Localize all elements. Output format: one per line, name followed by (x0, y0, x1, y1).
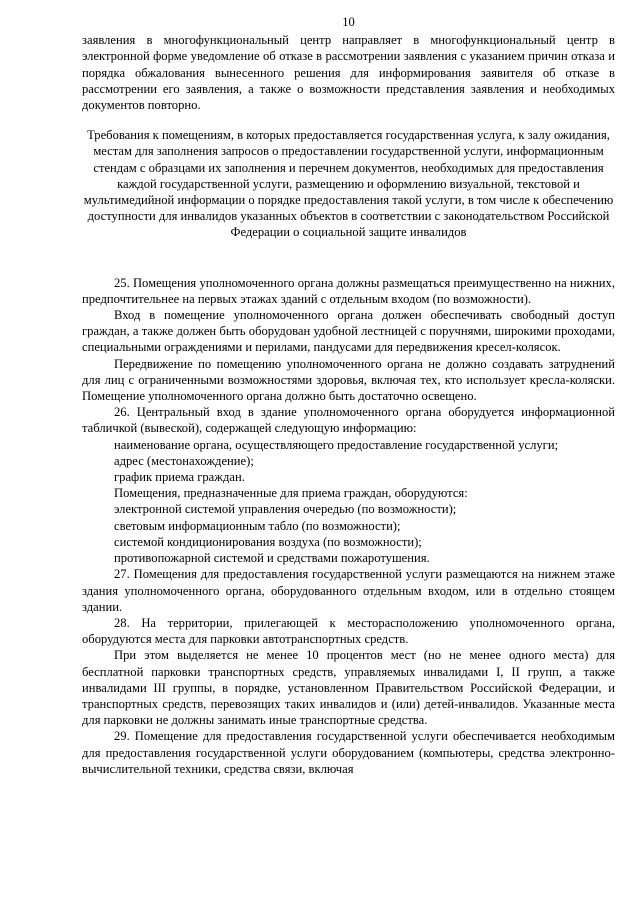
paragraph-28-parking: При этом выделяется не менее 10 процентов мест (но не менее одного места) для бесплатной парковки транспортных средств, управляемых инвалидами I, II групп, а также инвалидами III группы, в порядке, установленном Правительством Российской Федерации, и транспортных средств, перевозящих таких инвалидов и (или) детей-инвалидов. Указанные места для парковки не должны занимать иные транспортные средства. (82, 648, 615, 728)
paragraph-29: 29. Помещение для предоставления государственной услуги обеспечивается необходимым для предоставления государственной услуги оборудованием (компьютеры, средства электронно-вычислительной техники, средства связи, включая (82, 729, 615, 776)
paragraph-26-item-1: наименование органа, осуществляющего предоставление государственной услуги; (114, 437, 559, 452)
paragraph-26-item-2: адрес (местонахождение); (114, 453, 254, 468)
paragraph-26-rooms: Помещения, предназначенные для приема граждан, оборудуются: (114, 486, 468, 501)
paragraph-26-equipment-3: системой кондиционирования воздуха (по возможности); (114, 534, 422, 549)
intro-paragraph: заявления в многофункциональный центр направляет в многофункциональный центр в электронной форме уведомление об отказе в рассмотрении заявления с указанием причин отказа и порядка обжалования вынесенного решения для информирования заявителя об отказе в рассмотрении его заявления, а также о возможности представления заявления и необходимых документов повторно. (82, 33, 615, 113)
paragraph-26-equipment-2: световым информационным табло (по возможности); (114, 518, 401, 533)
paragraph-26-equipment-4: противопожарной системой и средствами пожаротушения. (114, 551, 430, 566)
paragraph-25-entrance: Вход в помещение уполномоченного органа должен обеспечивать свободный доступ граждан, а также должен быть оборудован удобной лестницей с поручнями, широкими проходами, специальными ограждениями и перилами, пандусами для передвижения кресел-колясок. (82, 308, 615, 355)
paragraph-25: 25. Помещения уполномоченного органа должны размещаться преимущественно на нижних, предпочтительнее на первых этажах зданий с отдельным входом (по возможности). (82, 275, 615, 306)
section-heading: Требования к помещениям, в которых предоставляется государственная услуга, к залу ожидания, местам для заполнения запросов о предоставлении государственной услуги, информационным стендам с образцами их заполнения и перечнем документов, необходимых для предоставления каждой государственной услуги, размещению и оформлению визуальной, текстовой и мультимедийной информации о порядке предоставления такой услуги, в том числе к обеспечению доступности для инвалидов указанных объектов в соответствии с законодательством Российской Федерации о социальной защите инвалидов (83, 128, 614, 240)
paragraph-28: 28. На территории, прилегающей к месторасположению уполномоченного органа, оборудуются места для парковки автотранспортных средств. (82, 615, 615, 647)
paragraph-26-item-3: график приема граждан. (114, 470, 245, 485)
paragraph-25-movement: Передвижение по помещению уполномоченного органа не должно создавать затруднений для лиц с ограниченными возможностями здоровья, включая тех, кто использует кресла-коляски. Помещение уполномоченного органа должно быть достаточно освещено. (82, 356, 615, 404)
page-number: 10 (342, 15, 355, 29)
paragraph-26-equipment-1: электронной системой управления очередью (по возможности); (114, 502, 457, 517)
paragraph-26: 26. Центральный вход в здание уполномоченного органа оборудуется информационной табличкой (вывеской), содержащей следующую информацию: (82, 405, 615, 436)
paragraph-27: 27. Помещения для предоставления государственной услуги размещаются на нижнем этаже здания уполномоченного органа, оборудованного отдельным входом, или в отдельно стоящем здании. (82, 567, 615, 614)
